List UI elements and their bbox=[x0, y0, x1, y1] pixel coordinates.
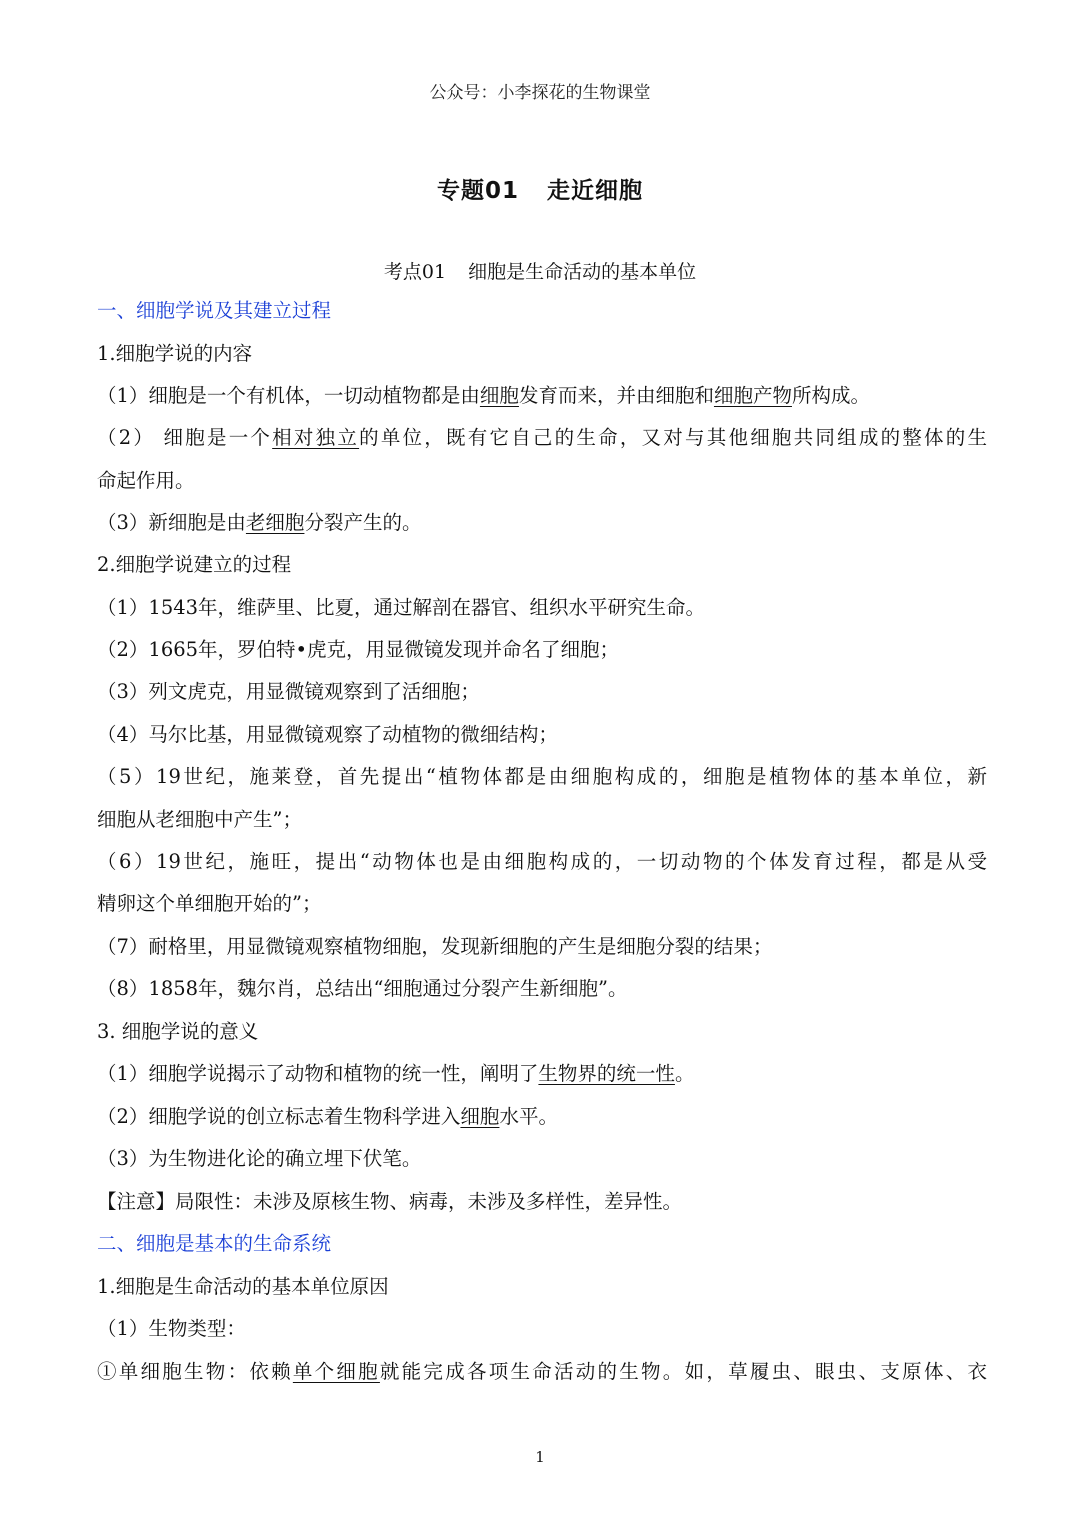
section-heading-1: 一、细胞学说及其建立过程 bbox=[97, 299, 332, 322]
unicellular-item: ①单细胞生物：依赖单个细胞就能完成各项生命活动的生物。如，草履虫、眼虫、支原体、衣 bbox=[97, 1360, 987, 1383]
note-limitation: 【注意】局限性：未涉及原核生物、病毒，未涉及多样性，差异性。 bbox=[97, 1190, 683, 1213]
significance-item-1: （1）细胞学说揭示了动物和植物的统一性，阐明了生物界的统一性。 bbox=[97, 1062, 695, 1085]
subheading-significance: 3. 细胞学说的意义 bbox=[97, 1020, 259, 1043]
underlined-term: 老细胞 bbox=[245, 511, 305, 534]
history-item-4: （4）马尔比基，用显微镜观察了动植物的微细结构； bbox=[97, 723, 558, 746]
history-item-8: （8）1858年，魏尔肖，总结出“细胞通过分裂产生新细胞”。 bbox=[97, 977, 628, 1000]
exam-point-name: 细胞是生命活动的基本单位 bbox=[468, 261, 697, 283]
history-item-6: （6）19世纪，施旺，提出“动物体也是由细胞构成的，一切动物的个体发育过程，都是从受 bbox=[97, 850, 987, 873]
section-heading-2: 二、细胞是基本的生命系统 bbox=[97, 1232, 332, 1255]
topic-name: 走近细胞 bbox=[547, 178, 643, 204]
subheading-cell-theory-content: 1.细胞学说的内容 bbox=[97, 342, 253, 365]
underlined-term: 细胞 bbox=[479, 384, 519, 407]
underlined-term: 单个细胞 bbox=[292, 1360, 380, 1383]
content-item-2-cont: 命起作用。 bbox=[97, 469, 195, 492]
subheading-establishment: 2.细胞学说建立的过程 bbox=[97, 553, 292, 576]
significance-item-3: （3）为生物进化论的确立埋下伏笔。 bbox=[97, 1147, 422, 1170]
underlined-term: 相对独立 bbox=[272, 426, 360, 449]
history-item-3: （3）列文虎克，用显微镜观察到了活细胞； bbox=[97, 680, 480, 703]
organism-type-label: （1）生物类型： bbox=[97, 1317, 246, 1340]
content-item-3: （3）新细胞是由老细胞分裂产生的。 bbox=[97, 511, 422, 534]
underlined-term: 细胞 bbox=[460, 1105, 500, 1128]
underlined-term: 生物界的统一性 bbox=[538, 1062, 675, 1085]
history-item-7: （7）耐格里，用显微镜观察植物细胞，发现新细胞的产生是细胞分裂的结果； bbox=[97, 935, 773, 958]
page-header: 公众号：小李探花的生物课堂 bbox=[429, 83, 651, 103]
subheading-basic-unit-reason: 1.细胞是生命活动的基本单位原因 bbox=[97, 1275, 389, 1298]
history-item-2: （2）1665年，罗伯特•虎克，用显微镜发现并命名了细胞； bbox=[97, 638, 620, 661]
history-item-1: （1）1543年，维萨里、比夏，通过解剖在器官、组织水平研究生命。 bbox=[97, 596, 706, 619]
exam-point-number: 考点01 bbox=[383, 261, 447, 283]
history-item-5-cont: 细胞从老细胞中产生”； bbox=[97, 808, 302, 831]
underlined-term: 细胞产物 bbox=[713, 384, 792, 407]
topic-title bbox=[0, 172, 1080, 205]
history-item-6-cont: 精卵这个单细胞开始的”； bbox=[97, 892, 322, 915]
content-item-2: （2） 细胞是一个相对独立的单位，既有它自己的生命，又对与其他细胞共同组成的整体的生 bbox=[97, 426, 987, 449]
significance-item-2: （2）细胞学说的创立标志着生物科学进入细胞水平。 bbox=[97, 1105, 558, 1128]
page-number: 1 bbox=[535, 1448, 545, 1466]
exam-point-title bbox=[0, 257, 1080, 284]
history-item-5: （5）19世纪，施莱登，首先提出“植物体都是由细胞构成的，细胞是植物体的基本单位，新 bbox=[97, 765, 987, 788]
content-item-1: （1）细胞是一个有机体，一切动植物都是由细胞发育而来，并由细胞和细胞产物所构成。 bbox=[97, 384, 870, 407]
topic-number: 专题01 bbox=[436, 178, 519, 204]
